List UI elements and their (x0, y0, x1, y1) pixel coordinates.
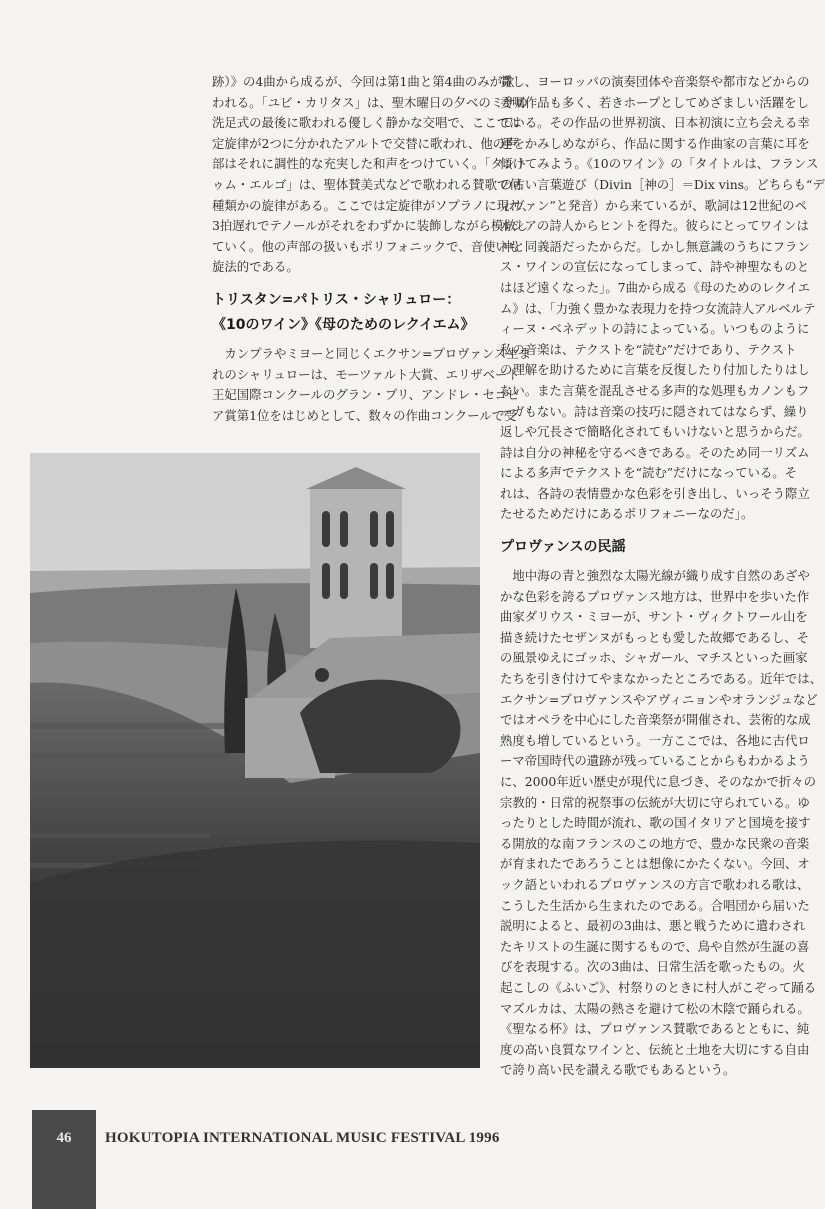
body-text-line: ス・ワインの宣伝になってしまって、詩や神聖なものと (500, 259, 810, 275)
body-text-line: ーマ帝国時代の遺跡が残っていることからもわかるよう (500, 753, 810, 769)
body-text-line: ゥム・エルゴ」は、聖体賛美式などで歌われる賛歌で何 (212, 176, 522, 192)
body-text-line: 地中海の青と強烈な太陽光線が織り成す自然のあざや (500, 568, 810, 584)
church-tower-photo (30, 453, 480, 1068)
body-text-line: 委嘱作品も多く、若きホープとしてめざましい活躍をし (500, 94, 809, 110)
body-text-line: ったりとした時間が流れ、歌の国イタリアと国境を接す (500, 815, 811, 831)
body-text-line: たちを引き付けてやまなかったところである。近年では、 (500, 671, 823, 687)
body-text-line: の理解を助けるために言葉を反復したり付加したりはし (500, 362, 810, 378)
body-text-line: ルシアの詩人からヒントを得た。彼らにとってワインは (500, 218, 809, 234)
body-text-line: 宗教的・日常的祝祭事の伝統が大切に守られている。ゆ (500, 794, 810, 810)
body-text-line: 《聖なる杯》は、プロヴァンス賛歌であるとともに、純 (500, 1021, 810, 1037)
body-text-line: びを表現する。次の3曲は、日常生活を歌ったもの。火 (500, 959, 805, 975)
section-heading: 《10のワイン》《母のためのレクイエム》 (212, 316, 475, 333)
body-text-line: ック語といわれるプロヴァンスの方言で歌われる歌は、 (500, 876, 810, 892)
body-text-line: ていく。他の声部の扱いもポリフォニックで、音使いも (212, 238, 521, 254)
body-text-line: こうした生活から生まれたのである。合唱団から届いた (500, 897, 810, 913)
body-text-line: に、2000年近い歴史が現代に息づき、そのなかで折々の (500, 774, 817, 789)
body-text-line: で誇り高い民を讃える歌でもあるという。 (500, 1062, 736, 1078)
right-text-column (500, 72, 825, 1081)
body-text-line: 描き続けたセザンヌがもっとも愛した故郷であるし、そ (500, 629, 810, 645)
body-text-line: による多声でテクストを“読む”だけになっている。そ (500, 465, 798, 481)
body-text-line: 熟度も増しているという。一方ここでは、各地に古代ロ (500, 732, 810, 748)
body-text-line: 部はそれに調性的な充実した和声をつけていく。「タント (212, 156, 528, 172)
body-text-line: はほど遠くなった」。7曲から成る《母のためのレクイエ (500, 279, 811, 295)
body-text-line: 賞し、ヨーロッパの演奏団体や音楽祭や都市などからの (500, 74, 810, 89)
body-text-line: たせるためだけにあるポリフォニーなのだ」。 (500, 506, 754, 522)
body-text-line: 運をかみしめながら、作品に関する作曲家の言葉に耳を (500, 135, 810, 151)
body-text-line: ている。その作品の世界初演、日本初演に立ち会える幸 (500, 115, 810, 131)
body-text-line: カンプラやミヨーと同じくエクサン=プロヴァンス生ま (212, 345, 532, 361)
body-text-line: ム》は、「力強く豊かな表現力を持つ女流詩人アルベルテ (500, 300, 816, 316)
body-text-line: 3拍遅れでテノールがそれをわずかに装飾しながら模倣し (212, 218, 529, 234)
page-number-box (32, 1110, 96, 1209)
body-text-line: ーガもない。詩は音楽の技巧に隠されてはならず、繰り (500, 403, 809, 419)
body-text-line: 曲家ダリウス・ミヨーが、サント・ヴィクトワール山を (500, 609, 808, 625)
body-text-line: ない。また言葉を混乱させる多声的な処理もカノンもフ (500, 382, 810, 398)
body-text-line: ィーヌ・ベネデットの詩によっている。いつものように (500, 321, 810, 337)
body-text-line: エクサン=プロヴァンスやアヴィニョンやオランジュなど (500, 691, 818, 707)
body-text-line: マズルカは、太陽の熱さを避けて松の木陰で踊られる。 (500, 1000, 810, 1016)
body-text-line: 度の高い良質なワインと、伝統と土地を大切にする自由 (500, 1041, 810, 1057)
body-text-line: 神と同義語だったからだ。しかし無意識のうちにフラン (500, 238, 810, 254)
body-text-line: 説明によると、最初の3曲は、悪と戦うために遣わされ (500, 918, 806, 934)
body-text-line: 詩は自分の神秘を守るべきである。そのため同一リズム (500, 444, 810, 460)
body-text-line: 跡）》の4曲から成るが、今回は第1曲と第4曲のみが歌 (212, 74, 515, 89)
body-text-line: われる。「ユビ・カリタス」は、聖木曜日の夕べのミサの (212, 94, 528, 110)
body-text-line: が育まれたであろうことは想像にかたくない。今回、オ (500, 856, 810, 872)
body-text-line: の古い言葉遊び（Divin［神の］＝Dix vins。どちらも“デ (500, 176, 825, 192)
body-text-line: 旋法的である。 (212, 259, 299, 275)
body-text-line: 定旋律が2つに分かれたアルトで交替に歌われ、他の声 (212, 135, 518, 151)
body-text-line: 種類かの旋律がある。ここでは定旋律がソプラノに現れ、 (212, 197, 535, 213)
body-text-line: たキリストの生誕に関するもので、鳥や自然が生誕の喜 (500, 938, 810, 954)
body-text-line: 起こしの《ふいご》、村祭りのときに村人がこぞって踊る (500, 979, 817, 995)
body-text-line: ではオペラを中心にした音楽祭が開催され、芸術的な成 (500, 712, 811, 728)
body-text-line: れのシャリュローは、モーツァルト大賞、エリザベート (212, 366, 520, 382)
body-text-line: 返しや冗長さで簡略化されてもいけないと思うからだ。 (500, 424, 810, 440)
body-text-line: ィヴァン”と発音）から来ているが、歌詞は12世紀のペ (500, 197, 807, 213)
body-text-line: 洗足式の最後に歌われる優しく静かな交唱で、ここでは (212, 115, 522, 131)
body-text-line: れは、各詩の表情豊かな色彩を引き出し、いっそう際立 (500, 485, 810, 501)
body-text-line: の風景ゆえにゴッホ、シャガール、マチスといった画家 (500, 650, 808, 666)
body-text-line: 傾けてみよう。《10のワイン》の「タイトルは、フランス (500, 156, 819, 172)
body-text-line: 王妃国際コンクールのグラン・プリ、アンドレ・セゴビ (212, 387, 520, 403)
body-text-line: 私の音楽は、テクストを“読む”だけであり、テクスト (500, 341, 797, 357)
body-text-line: る開放的な南フランスのこの地方で、豊かな民衆の音楽 (500, 835, 810, 851)
footer-title: HOKUTOPIA INTERNATIONAL MUSIC FESTIVAL 1996 (105, 1130, 500, 1146)
body-text-line: かな色彩を誇るプロヴァンス地方は、世界中を歩いた作 (500, 588, 810, 604)
section-heading: プロヴァンスの民謡 (500, 539, 626, 556)
left-text-column (212, 72, 535, 426)
page-number: 46 (56, 1130, 72, 1146)
section-heading: トリスタン=パトリス・シャリュロー： (212, 291, 461, 308)
body-text-line: ア賞第1位をはじめとして、数々の作曲コンクールで受 (212, 407, 517, 423)
